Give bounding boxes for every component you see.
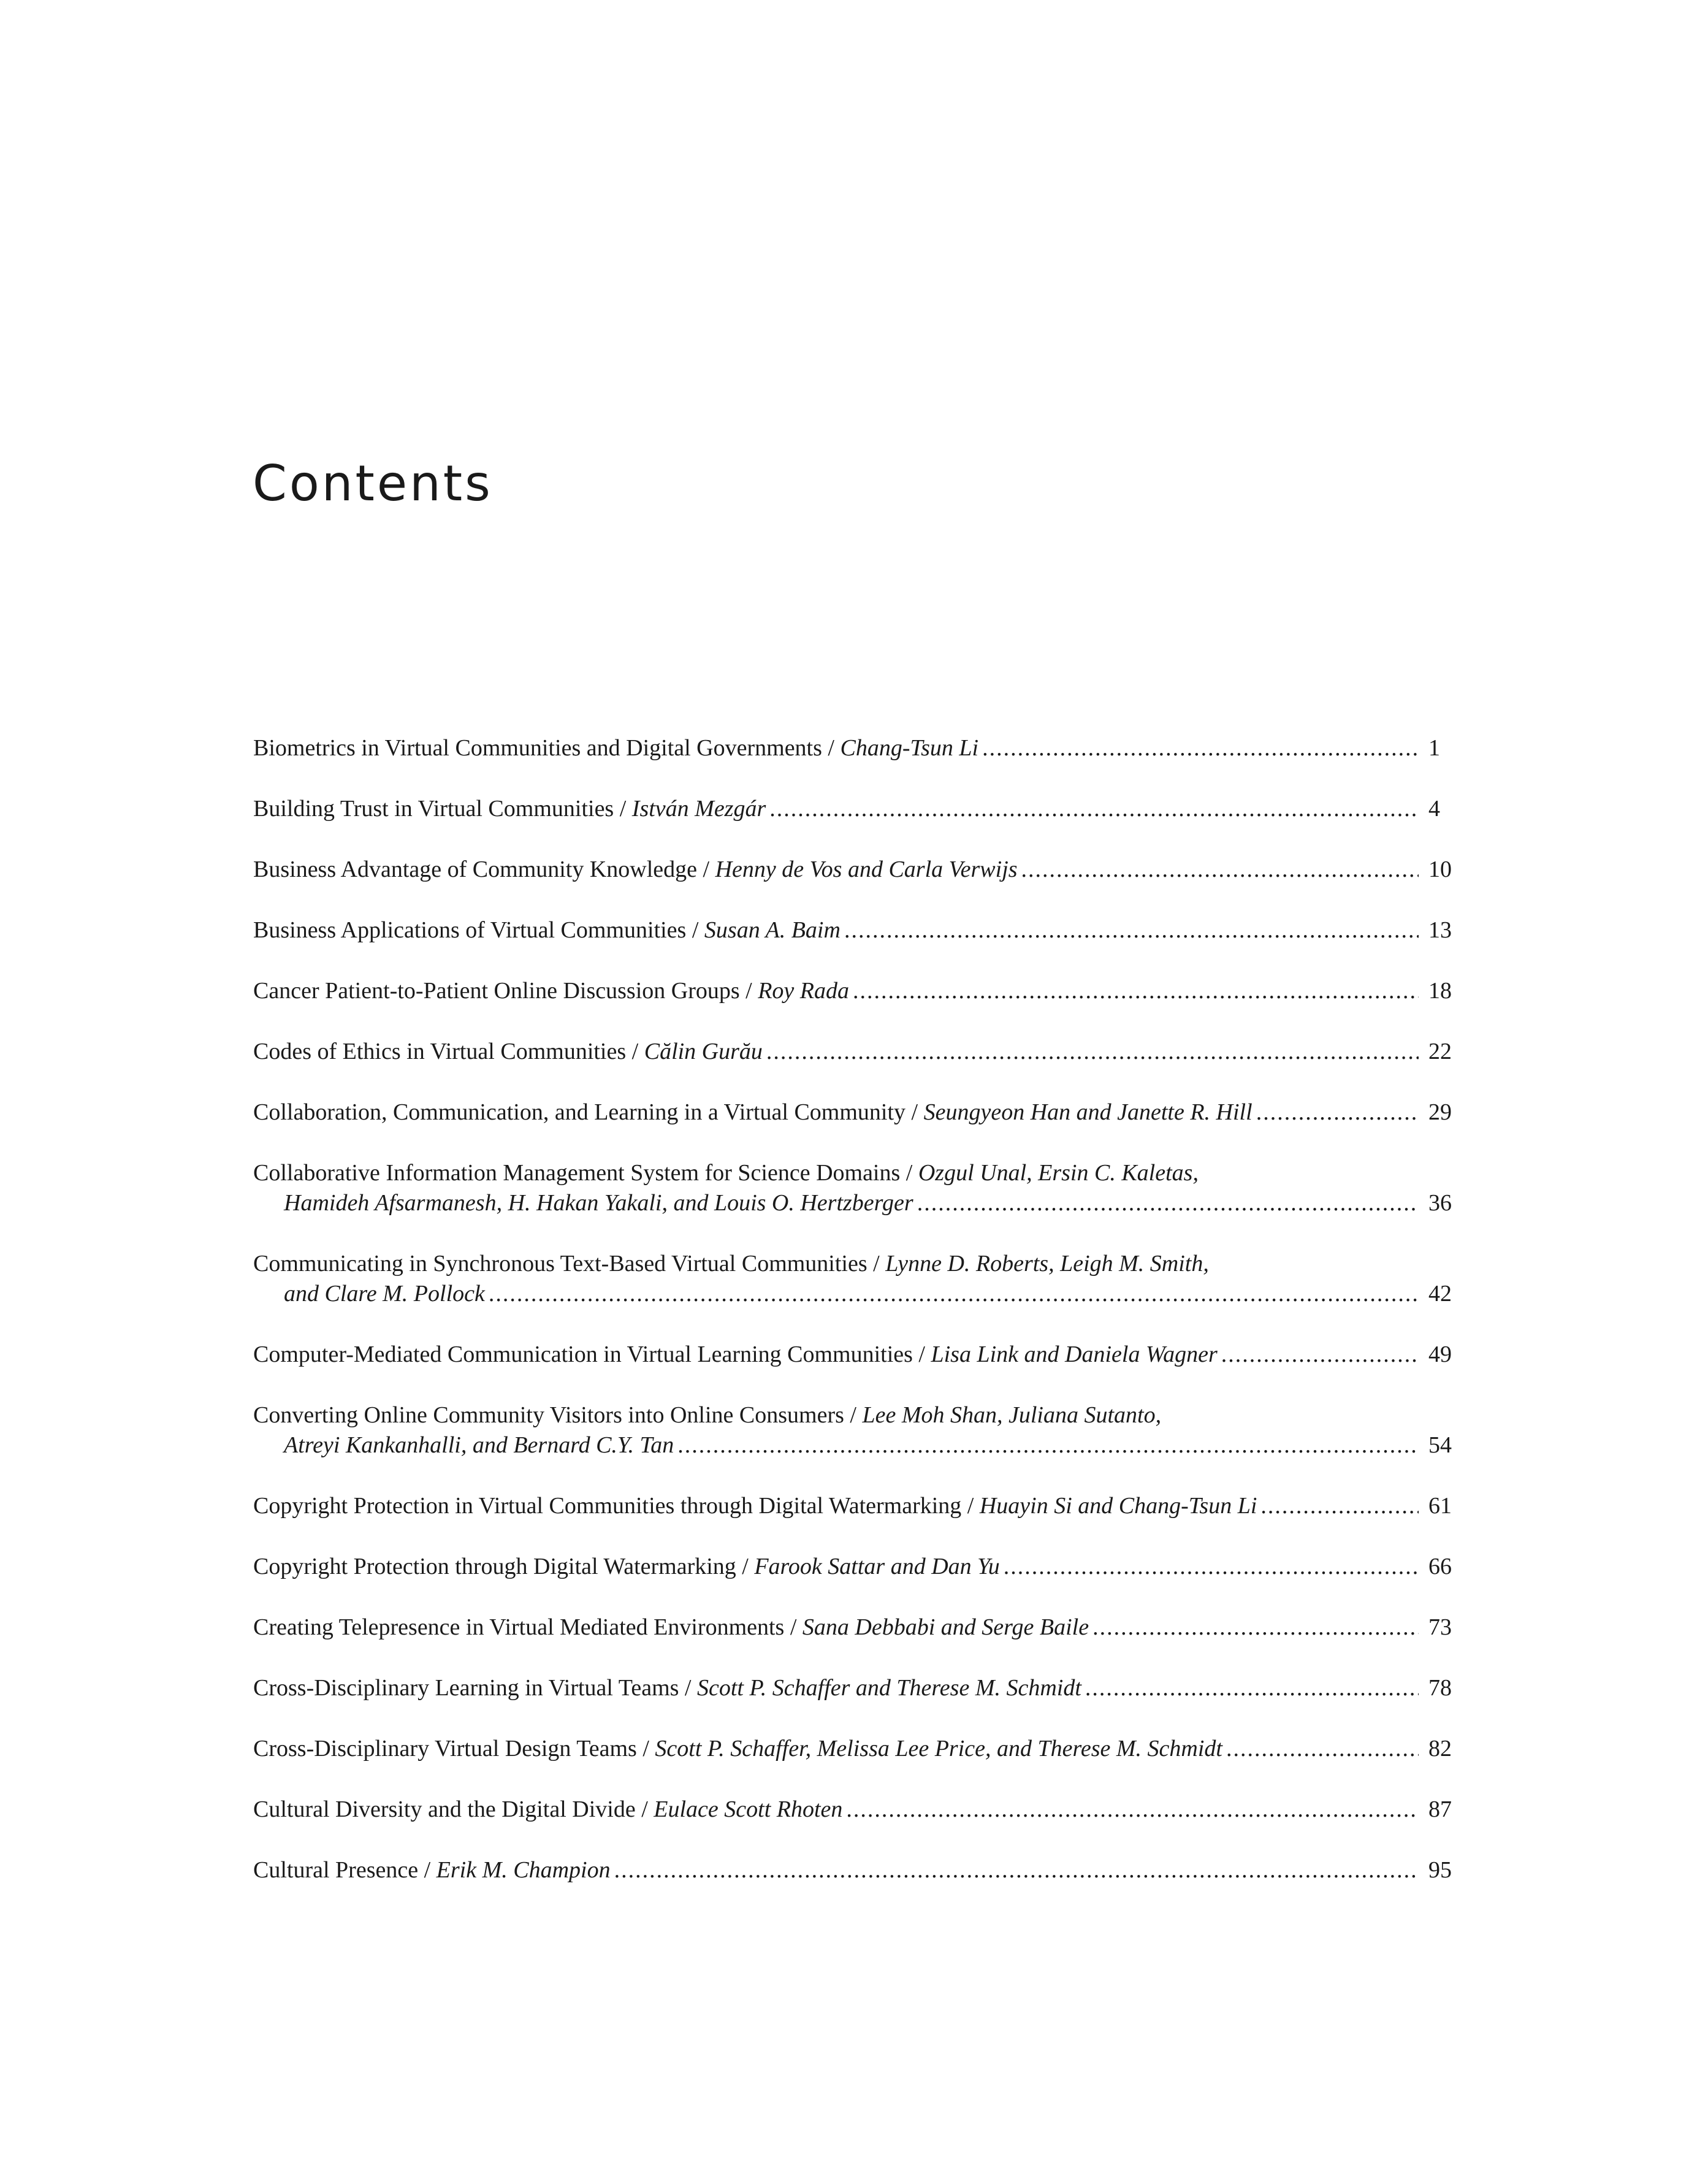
toc-entry-page-number: 82 [1428, 1736, 1452, 1762]
toc-entry-separator: / [635, 1796, 654, 1822]
toc-entry-line [253, 1097, 1459, 1128]
toc-entry-line [253, 1249, 1459, 1279]
toc-entry-separator: / [900, 1160, 918, 1186]
table-of-contents [253, 733, 1459, 1916]
toc-entry-authors: Eulace Scott Rhoten [654, 1796, 843, 1822]
toc-entry-page-number: 10 [1428, 857, 1452, 882]
toc-entry-line-continued [253, 1279, 1459, 1309]
toc-entry[interactable] [253, 1097, 1459, 1128]
toc-entry-page-number: 78 [1428, 1675, 1452, 1701]
toc-entry[interactable] [253, 1249, 1459, 1309]
toc-entry-title: Building Trust in Virtual Communities [253, 796, 614, 822]
dot-leader [844, 915, 1419, 945]
dot-leader [846, 1795, 1419, 1825]
toc-entry-separator: / [636, 1736, 655, 1762]
toc-entry[interactable] [253, 794, 1459, 824]
toc-entry-separator: / [961, 1493, 980, 1519]
toc-entry-authors: Lisa Link and Daniela Wagner [931, 1342, 1218, 1367]
dot-leader [614, 1855, 1419, 1885]
dot-leader [769, 794, 1419, 824]
toc-entry-separator: / [822, 735, 841, 761]
toc-entry-authors: Scott P. Schaffer, Melissa Lee Price, and Therese M. Schmidt [655, 1736, 1222, 1762]
page-title: Contents [253, 455, 493, 512]
toc-entry-page-number: 22 [1428, 1039, 1452, 1064]
dot-leader [982, 733, 1419, 763]
toc-entry-separator: / [784, 1614, 803, 1640]
toc-entry-line [253, 1613, 1459, 1643]
toc-entry-page-number: 4 [1428, 796, 1440, 822]
toc-entry-page-number: 95 [1428, 1857, 1452, 1883]
dot-leader [1260, 1491, 1419, 1521]
dot-leader [1021, 855, 1419, 885]
toc-entry-title: Codes of Ethics in Virtual Communities [253, 1039, 627, 1064]
toc-entry-line [253, 1552, 1459, 1582]
toc-entry-authors: Lee Moh Shan, Juliana Sutanto, [862, 1402, 1162, 1428]
toc-entry-separator: / [905, 1099, 924, 1125]
toc-entry-separator: / [867, 1251, 886, 1277]
toc-entry-authors: Scott P. Schaffer and Therese M. Schmidt [696, 1675, 1081, 1701]
toc-entry-page-number: 73 [1428, 1614, 1452, 1640]
toc-entry-page-number: 87 [1428, 1796, 1452, 1822]
dot-leader [917, 1188, 1419, 1218]
toc-entry-authors: Farook Sattar and Dan Yu [754, 1554, 1000, 1579]
toc-entry-line [253, 733, 1459, 763]
toc-entry[interactable] [253, 1037, 1459, 1067]
toc-entry-title: Biometrics in Virtual Communities and Digital Governments [253, 735, 822, 761]
dot-leader [1085, 1673, 1419, 1703]
toc-entry-line [253, 1673, 1459, 1703]
toc-entry-line [253, 976, 1459, 1006]
toc-entry-title: Creating Telepresence in Virtual Mediated Environments [253, 1614, 785, 1640]
dot-leader [1004, 1552, 1419, 1582]
toc-entry-page-number: 66 [1428, 1554, 1452, 1579]
toc-entry[interactable] [253, 1673, 1459, 1703]
toc-entry-authors: Chang-Tsun Li [840, 735, 979, 761]
toc-entry-page-number: 54 [1428, 1432, 1452, 1458]
toc-entry-separator: / [697, 857, 715, 882]
toc-entry-title: Collaboration, Communication, and Learning in a Virtual Community [253, 1099, 906, 1125]
toc-entry-line [253, 1340, 1459, 1370]
toc-entry-line [253, 794, 1459, 824]
toc-entry-page-number: 13 [1428, 917, 1452, 943]
dot-leader [1092, 1613, 1419, 1643]
toc-entry[interactable] [253, 1400, 1459, 1460]
dot-leader [1226, 1734, 1419, 1764]
toc-entry-line [253, 1158, 1459, 1188]
toc-entry-line [253, 1400, 1459, 1430]
toc-entry-title: Cross-Disciplinary Learning in Virtual Teams [253, 1675, 679, 1701]
toc-entry-separator: / [739, 978, 758, 1004]
toc-entry-line [253, 915, 1459, 945]
toc-entry-authors: Roy Rada [758, 978, 849, 1004]
toc-entry-page-number: 1 [1428, 735, 1440, 761]
toc-entry-title: Copyright Protection through Digital Watermarking [253, 1554, 736, 1579]
toc-entry-authors-continued: Hamideh Afsarmanesh, H. Hakan Yakali, and Louis O. Hertzberger [284, 1190, 913, 1216]
toc-entry-authors: Ozgul Unal, Ersin C. Kaletas, [918, 1160, 1199, 1186]
toc-entry-separator: / [844, 1402, 863, 1428]
toc-entry-title: Communicating in Synchronous Text-Based Virtual Communities [253, 1251, 867, 1277]
toc-entry-line-continued [253, 1188, 1459, 1218]
dot-leader [489, 1279, 1419, 1309]
toc-entry[interactable] [253, 733, 1459, 763]
toc-entry-title: Converting Online Community Visitors into Online Consumers [253, 1402, 844, 1428]
toc-entry-separator: / [418, 1857, 437, 1883]
toc-entry-authors: Lynne D. Roberts, Leigh M. Smith, [885, 1251, 1209, 1277]
toc-entry[interactable] [253, 1340, 1459, 1370]
toc-entry[interactable] [253, 1855, 1459, 1885]
toc-entry-authors-continued: and Clare M. Pollock [284, 1281, 485, 1307]
toc-entry-page-number: 61 [1428, 1493, 1452, 1519]
toc-entry[interactable] [253, 1491, 1459, 1521]
toc-entry-separator: / [679, 1675, 697, 1701]
toc-entry[interactable] [253, 1158, 1459, 1218]
toc-entry[interactable] [253, 915, 1459, 945]
toc-entry[interactable] [253, 1552, 1459, 1582]
toc-entry[interactable] [253, 1613, 1459, 1643]
toc-entry-separator: / [736, 1554, 755, 1579]
toc-entry-page-number: 29 [1428, 1099, 1452, 1125]
toc-entry-title: Computer-Mediated Communication in Virtual Learning Communities [253, 1342, 913, 1367]
toc-entry-page-number: 18 [1428, 978, 1452, 1004]
dot-leader [677, 1430, 1419, 1460]
toc-entry-line [253, 1795, 1459, 1825]
toc-entry-separator: / [614, 796, 632, 822]
toc-entry-line [253, 1491, 1459, 1521]
dot-leader [1256, 1097, 1419, 1128]
toc-entry-page-number: 36 [1428, 1190, 1452, 1216]
toc-entry-title: Cancer Patient-to-Patient Online Discussion Groups [253, 978, 740, 1004]
toc-entry-authors: Susan A. Baim [704, 917, 841, 943]
toc-entry-authors-continued: Atreyi Kankanhalli, and Bernard C.Y. Tan [284, 1432, 674, 1458]
toc-entry-authors: Călin Gurău [644, 1039, 763, 1064]
toc-entry-title: Business Applications of Virtual Communities [253, 917, 687, 943]
toc-entry-page-number: 42 [1428, 1281, 1452, 1307]
toc-entry[interactable] [253, 1795, 1459, 1825]
toc-entry-page-number: 49 [1428, 1342, 1452, 1367]
toc-entry-authors: Huayin Si and Chang-Tsun Li [979, 1493, 1257, 1519]
toc-entry-separator: / [686, 917, 704, 943]
toc-entry-separator: / [912, 1342, 931, 1367]
toc-entry-authors: Henny de Vos and Carla Verwijs [715, 857, 1018, 882]
dot-leader [766, 1037, 1419, 1067]
toc-entry[interactable] [253, 976, 1459, 1006]
toc-entry-line-continued [253, 1430, 1459, 1460]
toc-entry-line [253, 855, 1459, 885]
toc-entry-authors: Erik M. Champion [436, 1857, 611, 1883]
toc-entry-title: Cultural Presence [253, 1857, 419, 1883]
toc-entry-authors: István Mezgár [631, 796, 766, 822]
toc-entry-authors: Seungyeon Han and Janette R. Hill [923, 1099, 1252, 1125]
toc-entry-separator: / [626, 1039, 644, 1064]
toc-entry-title: Copyright Protection in Virtual Communities through Digital Watermarking [253, 1493, 962, 1519]
toc-entry-line [253, 1855, 1459, 1885]
toc-entry-line [253, 1037, 1459, 1067]
dot-leader [853, 976, 1419, 1006]
toc-entry[interactable] [253, 855, 1459, 885]
toc-entry[interactable] [253, 1734, 1459, 1764]
toc-entry-title: Cross-Disciplinary Virtual Design Teams [253, 1736, 637, 1762]
toc-entry-line [253, 1734, 1459, 1764]
toc-entry-title: Collaborative Information Management System for Science Domains [253, 1160, 901, 1186]
toc-entry-title: Business Advantage of Community Knowledge [253, 857, 698, 882]
toc-entry-authors: Sana Debbabi and Serge Baile [802, 1614, 1089, 1640]
dot-leader [1221, 1340, 1419, 1370]
toc-entry-title: Cultural Diversity and the Digital Divide [253, 1796, 636, 1822]
